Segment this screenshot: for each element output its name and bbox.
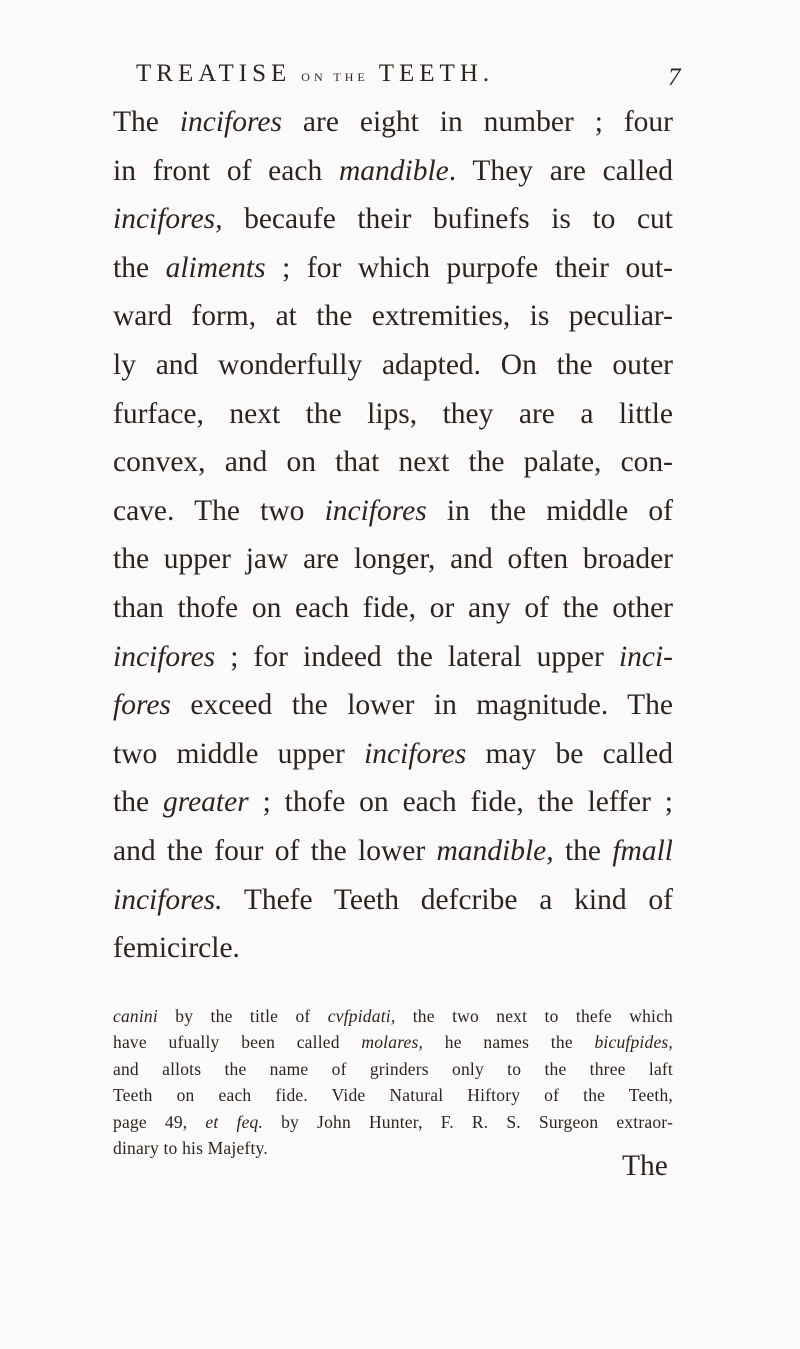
body-line [113,341,673,390]
text-run: exceed the lower in magnitude. The [170,689,673,722]
footnote-line [113,1082,673,1108]
text-run: convex, and on that next the palate, con- [113,446,673,479]
body-line [113,681,673,730]
italic-term: incifores [113,640,216,673]
text-run: becaufe their bufinefs is to cut [222,203,673,236]
body-line [113,147,673,196]
italic-term: canini [113,1006,158,1026]
text-run: ly and wonderfully adapted. On the outer [113,348,673,381]
italic-term: mandible, [436,834,554,867]
text-run: than thofe on each fide, or any of the other [113,591,673,624]
text-run: in front of each [113,154,339,187]
text-run: the [113,786,163,819]
text-run: he names the [423,1032,595,1053]
italic-term: incifores [364,737,467,770]
footnote [113,1003,673,1161]
italic-term: incifores [324,494,427,527]
footnote-line [113,1003,673,1029]
italic-term: et feq. [205,1111,264,1132]
text-run: the upper jaw are longer, and often broader [113,543,673,576]
italic-term: inci- [618,640,673,673]
body-line [113,876,673,925]
italic-term: fores [113,689,171,722]
italic-term: cvfpidati, [327,1006,396,1026]
running-head-teeth: TEETH. [378,60,495,87]
body-line [113,584,673,633]
footnote-line [113,1135,673,1161]
text-run: The [113,106,180,138]
text-run: the [113,251,166,284]
text-run: . They are called [448,154,673,187]
italic-term: aliments [165,251,266,284]
text-run: the [553,834,613,867]
catchword: The [622,1150,668,1182]
body-line [113,292,673,341]
text-run: Teeth on each fide. Vide Natural Hiftory of the Teeth, [113,1085,673,1106]
body-line [113,778,673,827]
text-run: Thefe Teeth defcribe a kind of [222,883,673,916]
body-line [113,924,673,973]
footnote-line [113,1029,673,1055]
running-head-on-the: ON THE [301,70,369,84]
body-line [113,390,673,439]
text-run: femicircle. [113,932,240,965]
text-run: the two next to thefe which [395,1006,673,1026]
text-run: have ufually been called [113,1032,362,1053]
running-head-treatise: TREATISE [136,60,292,87]
italic-term: molares, [361,1032,424,1053]
body-line [113,98,673,147]
body-text [113,98,673,973]
text-run: and the four of the lower [113,834,437,867]
text-run: in the middle of [426,494,673,527]
body-line [113,535,673,584]
text-run: by John Hunter, F. R. S. Surgeon extraor- [263,1111,673,1132]
text-run: ward form, at the extremities, is peculiar- [113,300,673,333]
text-run: page 49, [113,1111,206,1132]
text-run: two middle upper [113,737,365,770]
text-run: and allots the name of grinders only to the three laft [113,1058,673,1079]
italic-term: incifores [179,106,282,138]
body-line [113,827,673,876]
body-line [113,438,673,487]
footnote-line [113,1109,673,1135]
italic-term: fmall [612,834,673,867]
italic-term: greater [162,786,249,819]
text-run: dinary to his Majefty. [113,1138,268,1159]
text-run: by the title of [157,1006,328,1026]
body-line [113,195,673,244]
text-run: furface, next the lips, they are a little [113,397,673,430]
italic-term: bicufpides, [594,1032,673,1053]
text-run: cave. The two [113,494,325,527]
text-run: ; for which purpofe their out- [265,251,673,284]
italic-term: mandible [338,154,449,187]
text-run: ; thofe on each fide, the leffer ; [248,786,673,819]
body-line [113,633,673,682]
body-line [113,244,673,293]
body-line [113,487,673,536]
italic-term: incifores, [113,203,223,236]
body-line [113,730,673,779]
text-run: ; for indeed the lateral upper [215,640,619,673]
running-head [136,60,656,94]
italic-term: incifores. [113,883,223,916]
text-run: are eight in number ; four [281,106,673,138]
text-run: may be called [466,737,673,770]
page-number: 7 [668,64,681,91]
footnote-line [113,1056,673,1082]
